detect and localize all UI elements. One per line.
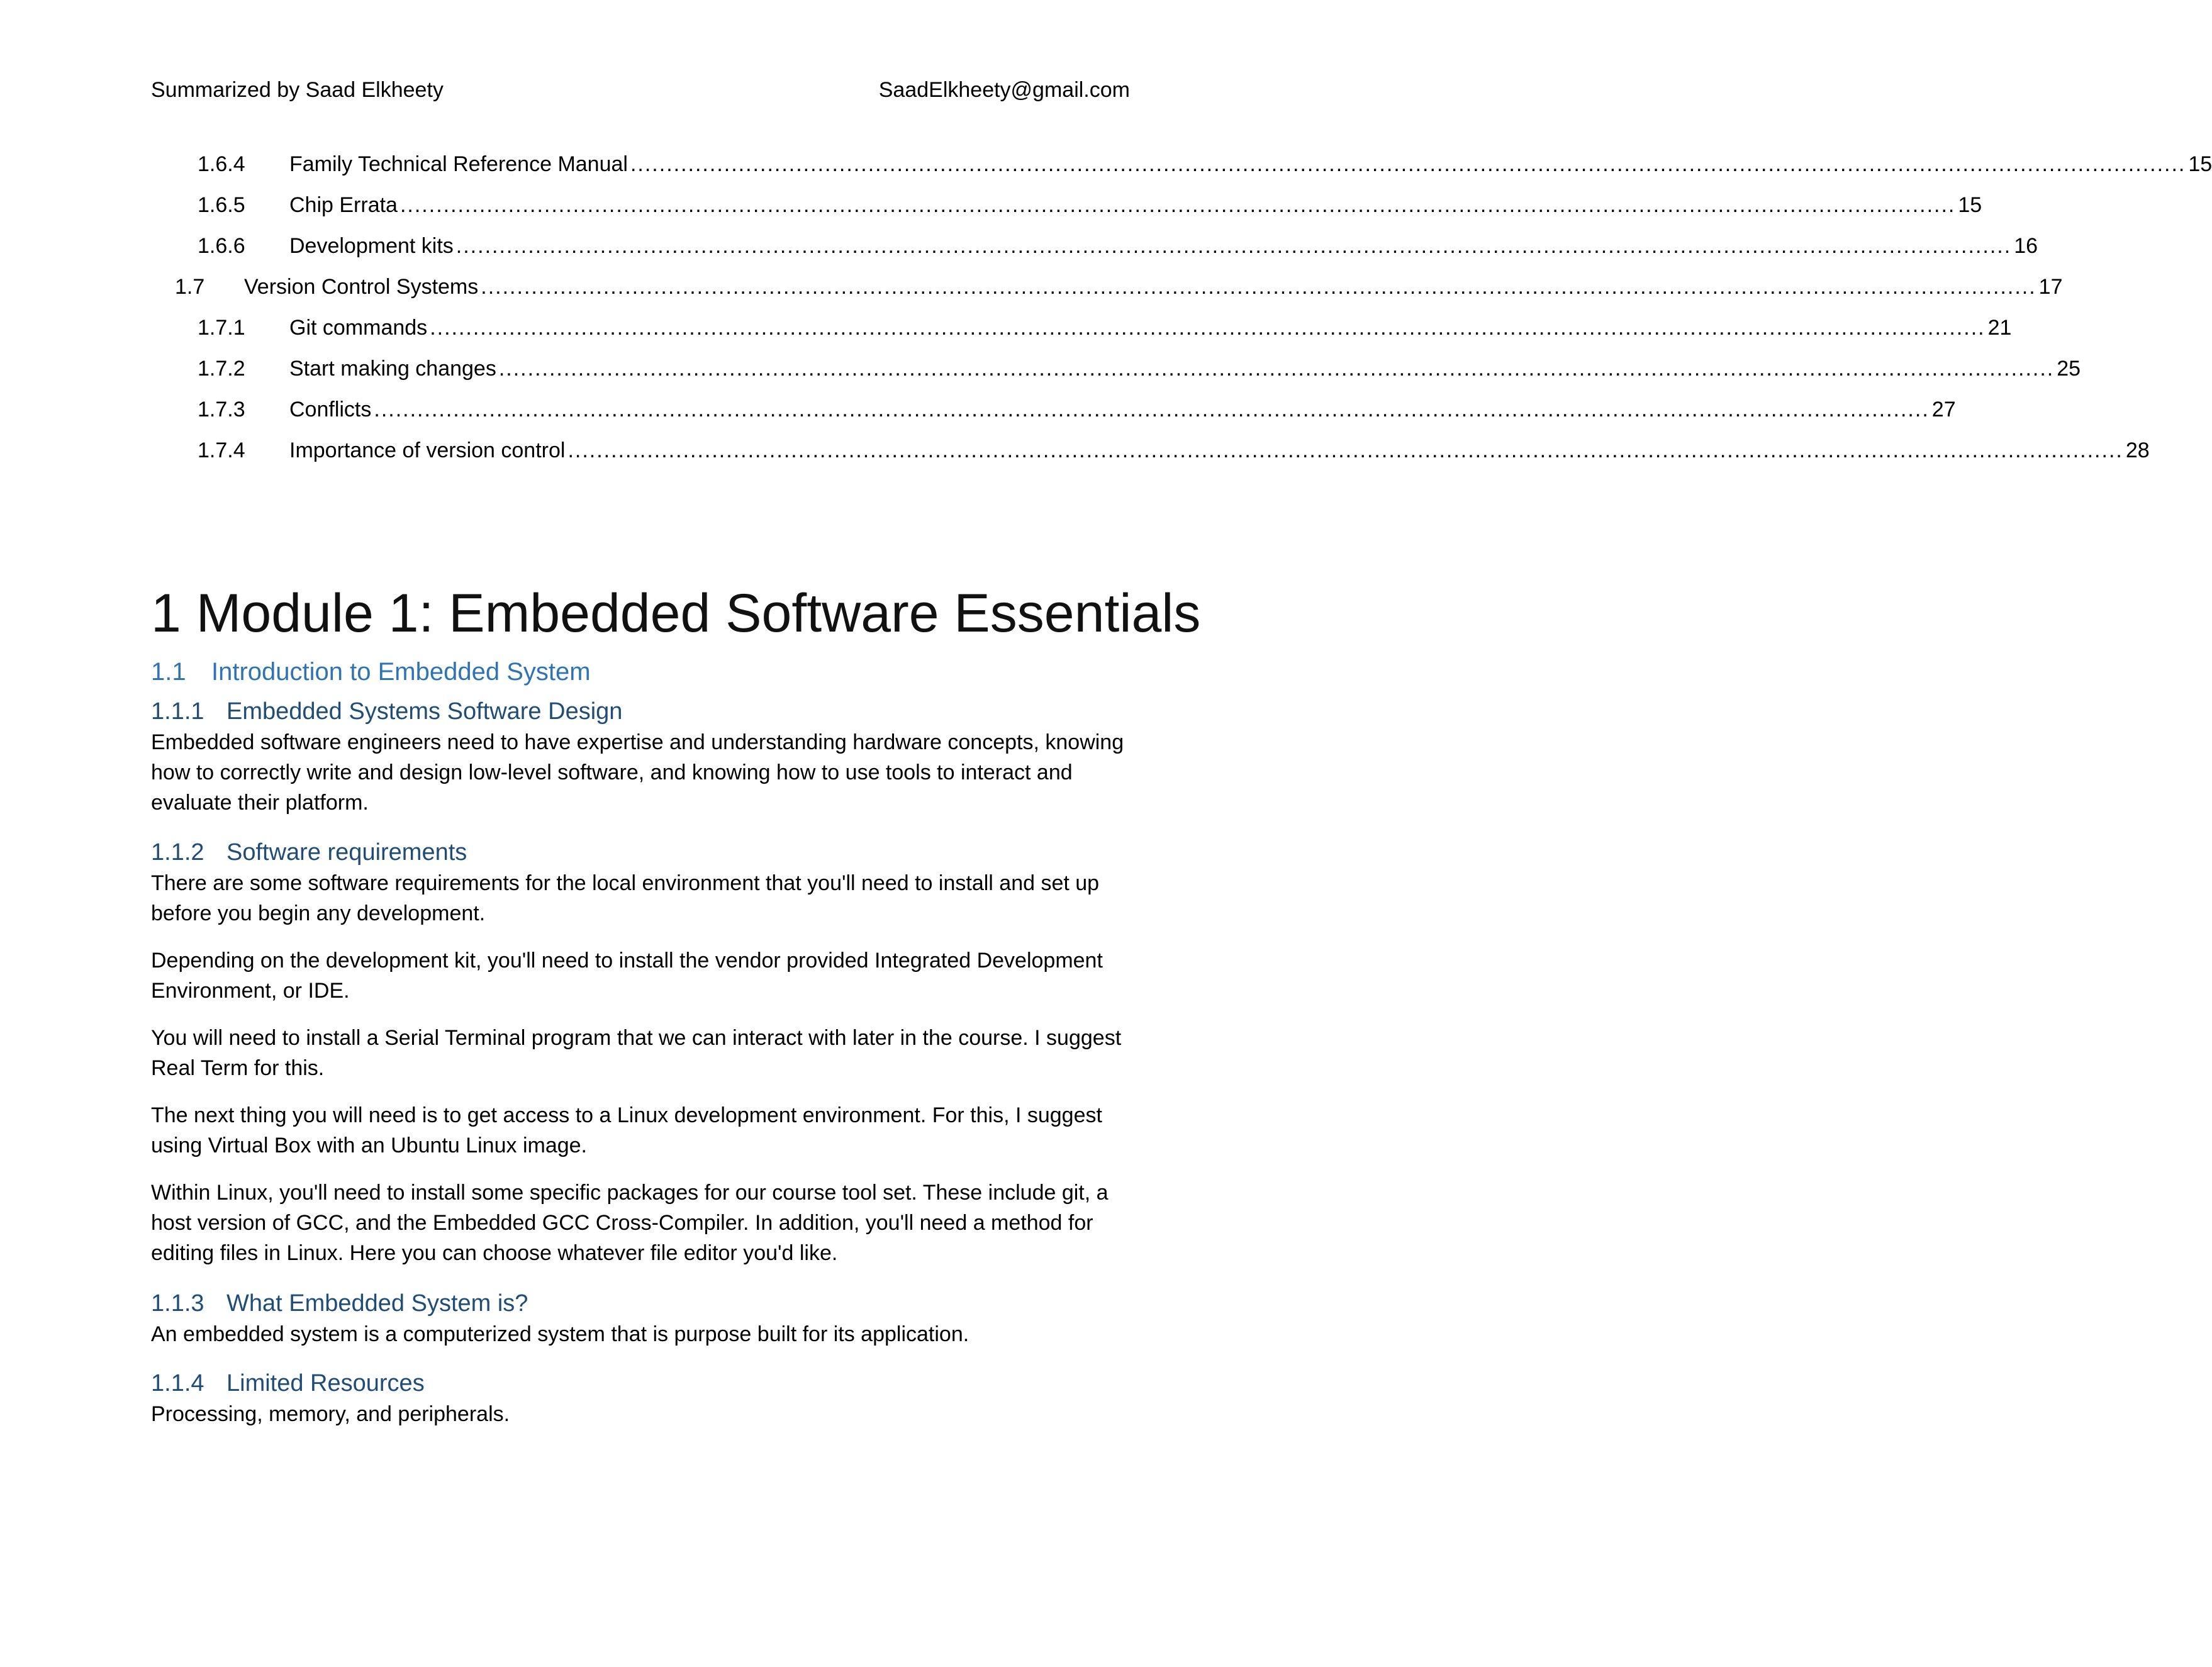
paragraph: Depending on the development kit, you'll need to install the vendor provided Integrated Development Environment, or IDE. (151, 949, 1103, 1003)
toc-entry-page: 16 (2014, 234, 2038, 258)
toc-entry[interactable] (198, 312, 2012, 343)
paragraph: The next thing you will need is to get access to a Linux development environment. For this, I suggest using Virtual Box with an Ubuntu Linux image. (151, 1103, 1102, 1157)
toc-dot-leader: ........................................................................................................................................................................................................................ (630, 152, 2186, 176)
toc-entry-page: 25 (2057, 357, 2081, 381)
toc-entry-title: Development kits (289, 234, 454, 258)
toc-entry-title: Chip Errata (289, 193, 398, 217)
subsection-number: 1.1.2 (151, 839, 204, 866)
paragraph: You will need to install a Serial Terminal program that we can interact with later in the course. I suggest Real Term for this. (151, 1026, 1122, 1080)
toc-dot-leader: ........................................................................................................................................................................................................................ (430, 316, 1986, 340)
toc-entry-page: 27 (1931, 398, 1956, 421)
subsection-heading (151, 835, 467, 869)
toc-entry-page: 15 (2188, 152, 2212, 176)
subsection-number: 1.1.3 (151, 1290, 204, 1317)
toc-entry-title: Git commands (289, 316, 428, 340)
toc-entry[interactable] (198, 394, 1956, 425)
toc-entry-number: 1.6.4 (198, 152, 245, 176)
section-title: Introduction to Embedded System (211, 658, 591, 686)
toc-entry-number: 1.7 (175, 275, 205, 299)
toc-entry[interactable] (198, 435, 2150, 466)
toc-entry-title: Conflicts (289, 398, 372, 421)
toc-entry-title: Version Control Systems (244, 275, 479, 299)
toc-entry-page: 15 (1958, 193, 1982, 217)
toc-entry-page: 28 (2125, 438, 2150, 462)
toc-dot-leader: ........................................................................................................................................................................................................................ (455, 234, 2012, 258)
toc-entry[interactable] (198, 353, 2081, 384)
toc-dot-leader: ........................................................................................................................................................................................................................ (481, 275, 2036, 299)
paragraph: Embedded software engineers need to have expertise and understanding hardware concepts, knowing how to correctly write and design low-level software, and knowing how to use tools to interact and evaluate their platform. (151, 730, 1124, 815)
toc-dot-leader: ........................................................................................................................................................................................................................ (567, 438, 2123, 462)
subsection-title: Embedded Systems Software Design (226, 698, 623, 725)
toc-entry-page: 21 (1987, 316, 2012, 340)
toc-entry[interactable] (198, 189, 1982, 221)
toc-entry[interactable] (175, 271, 2063, 303)
toc-entry-title: Family Technical Reference Manual (289, 152, 628, 176)
paragraph: Within Linux, you'll need to install some specific packages for our course tool set. These include git, a host version of GCC, and the Embedded GCC Cross-Compiler. In addition, you'll need a method for editing files in Linux. Here you can choose whatever file editor you'd like. (151, 1181, 1109, 1265)
subsection-number: 1.1.4 (151, 1370, 204, 1397)
toc-entry-page: 17 (2038, 275, 2063, 299)
toc-entry-title: Start making changes (289, 357, 496, 381)
paragraph: Processing, memory, and peripherals. (151, 1402, 510, 1426)
paragraph: An embedded system is a computerized system that is purpose built for its application. (151, 1322, 969, 1346)
subsection-heading (151, 1286, 528, 1320)
section-heading (151, 654, 591, 689)
toc-entry-number: 1.6.5 (198, 193, 245, 217)
section-number: 1.1 (151, 658, 186, 686)
chapter-heading: 1 Module 1: Embedded Software Essentials (151, 583, 1201, 644)
toc-entry-number: 1.7.2 (198, 357, 245, 381)
paragraph: There are some software requirements for the local environment that you'll need to install and set up before you begin any development. (151, 871, 1100, 925)
toc-dot-leader: ........................................................................................................................................................................................................................ (399, 193, 1956, 217)
subsection-heading (151, 694, 622, 728)
subsection-heading (151, 1366, 425, 1400)
subsection-title: Software requirements (226, 839, 467, 866)
toc-dot-leader: ........................................................................................................................................................................................................................ (374, 398, 1930, 421)
toc-entry[interactable] (198, 230, 2038, 262)
toc-entry[interactable] (198, 148, 2212, 180)
page-header (151, 74, 1130, 106)
subsection-number: 1.1.1 (151, 698, 204, 725)
toc-entry-number: 1.7.3 (198, 398, 245, 421)
toc-entry-number: 1.7.1 (198, 316, 245, 340)
header-email: SaadElkheety@gmail.com (878, 78, 1130, 102)
toc-entry-title: Importance of version control (289, 438, 566, 462)
subsection-title: Limited Resources (226, 1370, 425, 1397)
header-author: Summarized by Saad Elkheety (151, 78, 444, 102)
toc-entry-number: 1.7.4 (198, 438, 245, 462)
toc-entry-number: 1.6.6 (198, 234, 245, 258)
subsection-title: What Embedded System is? (226, 1290, 528, 1317)
toc-dot-leader: ........................................................................................................................................................................................................................ (498, 357, 2055, 381)
